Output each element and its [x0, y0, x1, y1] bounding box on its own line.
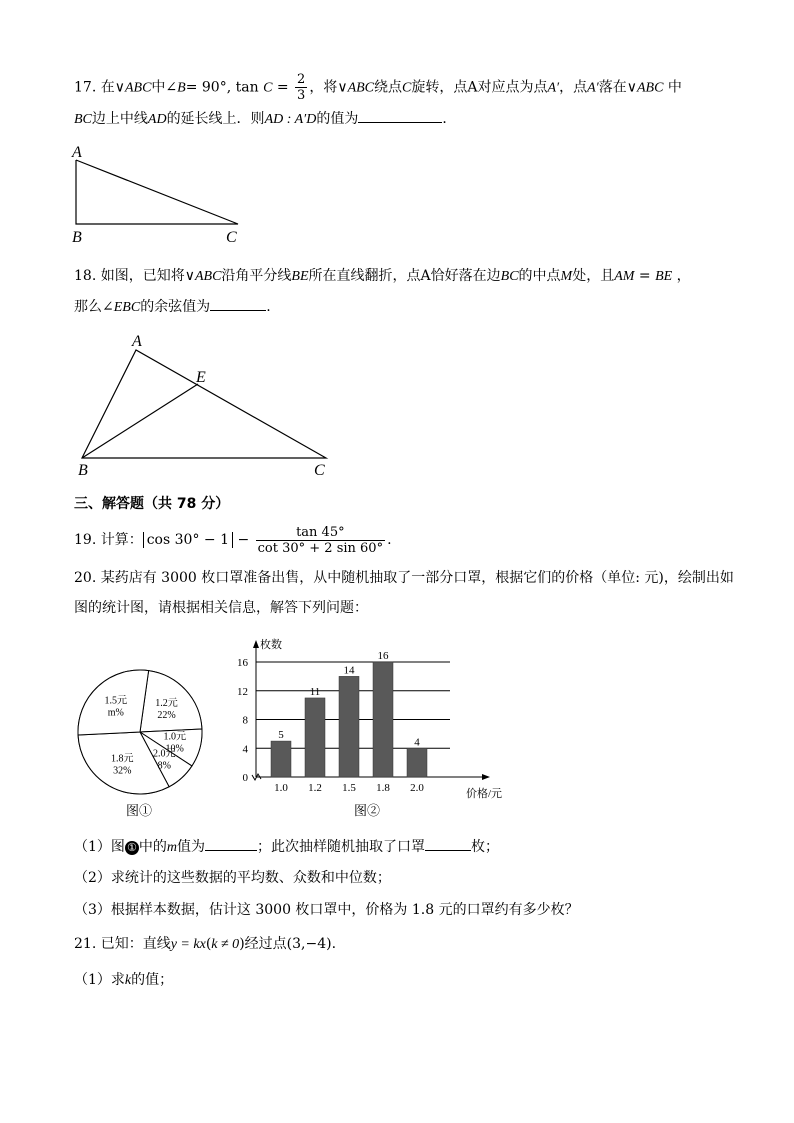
y-axis-arrow	[253, 640, 259, 648]
circled-number: ①	[125, 841, 139, 855]
text: 的中点	[518, 268, 561, 284]
math: AM	[614, 269, 635, 284]
vertex-label-c: C	[314, 462, 325, 479]
q21-line: 21. 已知：直线y = kx(k ≠ 0)经过点(3,−4).	[74, 936, 337, 952]
x-tick-label: 1.2	[308, 782, 322, 794]
text: 计算：	[100, 532, 143, 548]
question-number: 17.	[74, 79, 97, 96]
math: BC	[74, 112, 92, 127]
fraction-denominator: 3	[297, 88, 306, 103]
text: 所在直线翻折，点A恰好落在边	[308, 268, 501, 284]
q20-line2	[74, 598, 368, 618]
text: 的延长线上．则	[166, 111, 265, 127]
triangle-abc	[82, 350, 326, 458]
text: ，将∨	[309, 79, 348, 96]
x-axis-arrow	[482, 774, 490, 780]
q18-line2	[74, 296, 271, 318]
q17-line2	[74, 108, 456, 130]
math: ABC	[637, 80, 664, 96]
text: .	[387, 532, 392, 548]
bar-value-label: 5	[278, 729, 284, 742]
answer-blank	[358, 108, 442, 123]
vertex-label-b: B	[78, 462, 88, 479]
pie-slice-percent: 22%	[157, 709, 176, 721]
vertex-label-a: A	[132, 333, 142, 350]
figure-label: 图②	[354, 804, 381, 819]
segment-be	[82, 384, 198, 458]
math: y = kx	[170, 937, 206, 952]
question-number: 18.	[74, 268, 97, 284]
text: 图的统计图，请根据相关信息，解答下列问题：	[74, 600, 368, 616]
math: ABC	[194, 269, 222, 284]
text: 如图，已知将∨	[100, 268, 195, 284]
math: =	[638, 268, 651, 284]
q18-line1	[74, 266, 691, 287]
pie-slice-percent: m%	[107, 707, 124, 719]
bar-value-label: 14	[343, 664, 355, 677]
text: 经过点	[244, 936, 287, 952]
fraction-numerator: tan 45°	[256, 525, 385, 541]
fraction-numerator: 2	[297, 72, 306, 87]
pie-slice-percent: 8%	[157, 760, 171, 772]
text: 的余弦值为	[140, 299, 211, 315]
q17-triangle-figure	[60, 140, 260, 250]
bar-value-label: 4	[414, 736, 420, 749]
question-number: 21.	[74, 936, 97, 952]
math: A′	[587, 80, 599, 96]
x-tick-label: 1.5	[342, 782, 356, 794]
y-tick-label: 4	[242, 743, 248, 756]
math: A′	[547, 80, 560, 96]
text: （1）求	[74, 972, 125, 988]
y-axis-label: 枚数	[260, 639, 282, 651]
bar	[373, 662, 393, 777]
math: M	[560, 269, 573, 284]
answer-blank	[205, 836, 257, 851]
math: AD : A′D	[264, 112, 317, 127]
pie-slice-label: 1.2元	[155, 697, 178, 709]
bar	[271, 741, 291, 777]
bar-value-label: 11	[309, 685, 321, 698]
q18-triangle-figure	[70, 330, 340, 480]
q20-sub3: （3）根据样本数据，估计这 3000 枚口罩中，价格为 1.8 元的口罩约有多少枚？	[74, 902, 579, 918]
vertex-label-a: A	[72, 144, 82, 161]
pie-slice-label: 2.0元	[152, 748, 176, 760]
pie-slice-label: 1.8元	[110, 753, 134, 765]
math: C	[263, 80, 273, 96]
math: B	[177, 80, 186, 96]
math: BC	[500, 269, 519, 284]
math: = 90°, tan	[185, 79, 259, 96]
text: 值为	[177, 839, 206, 855]
text: .	[266, 299, 271, 315]
q19-line	[74, 522, 392, 562]
bar	[407, 748, 427, 777]
math: k ≠ 0	[211, 937, 240, 952]
bar	[305, 698, 325, 777]
math: AD	[147, 112, 167, 127]
q21-sub1	[74, 970, 173, 991]
question-number: 19.	[74, 532, 97, 548]
vertex-label-c: C	[226, 229, 237, 246]
pie-chart	[76, 668, 206, 798]
text: 边上中线	[91, 111, 148, 127]
q20-line1	[74, 568, 734, 588]
absolute-value: cos 30° − 1	[143, 532, 233, 548]
x-tick-label: 2.0	[410, 782, 424, 794]
math: 3,−4	[292, 936, 327, 952]
pie-slice-percent: 32%	[113, 765, 132, 777]
pie-slice-label: 1.5元	[104, 695, 128, 707]
answer-blank	[425, 836, 471, 851]
text: 中∠	[151, 79, 178, 96]
text: 中的	[138, 839, 167, 855]
y-tick-label: 0	[242, 772, 248, 784]
math: =	[276, 79, 289, 96]
text: 某药店有 3000 枚口罩准备出售，从中随机抽取了一部分口罩，根据它们的价格（单位: 元)，绘制出如	[100, 570, 734, 586]
text: .	[331, 936, 337, 952]
text: 旋转，点A对应点为点	[411, 79, 548, 96]
figure-label: 图①	[126, 804, 153, 819]
pie-slice-label: 1.0元	[163, 731, 186, 743]
text: 那么∠	[74, 299, 114, 315]
pie-slice-percent: 10%	[165, 743, 184, 755]
q17-line1	[74, 72, 682, 103]
text: 的值为	[316, 111, 359, 127]
math: C	[402, 80, 412, 96]
x-tick-label: 1.8	[376, 782, 390, 794]
math: BE	[655, 269, 673, 284]
y-tick-label: 12	[237, 685, 248, 698]
y-tick-label: 8	[242, 714, 248, 727]
fraction-denominator: cot 30° + 2 sin 60°	[257, 540, 384, 556]
text: ．	[442, 111, 457, 127]
answer-blank	[210, 296, 266, 311]
math: m	[166, 840, 178, 855]
triangle-abc	[76, 160, 238, 224]
text: ，	[676, 268, 691, 284]
fraction	[295, 72, 307, 103]
text: 绕点	[374, 79, 403, 96]
x-axis-label: 价格/元	[465, 788, 503, 800]
text: 枚；	[471, 839, 500, 855]
q20-sub2: （2）求统计的这些数据的平均数、众数和中位数；	[74, 870, 391, 886]
text: 在∨	[100, 79, 125, 96]
text: 的值；	[131, 972, 174, 988]
question-number: 20.	[74, 570, 97, 586]
vertex-label-b: B	[72, 229, 82, 246]
math: k	[124, 973, 132, 988]
q20-sub1	[74, 836, 499, 858]
section-heading: 三、解答题（共 78 分）	[74, 496, 230, 512]
bar-chart	[228, 634, 518, 804]
text: 处，且	[572, 268, 615, 284]
text: 沿角平分线	[221, 268, 292, 284]
bar	[339, 676, 359, 777]
text: ；此次抽样随机抽取了口罩	[257, 839, 426, 855]
vertex-label-e: E	[196, 369, 206, 386]
text: 中	[667, 79, 682, 96]
y-tick-label: 16	[237, 657, 248, 669]
fraction	[256, 525, 385, 556]
x-tick-label: 1.0	[274, 782, 288, 794]
math: ABC	[347, 80, 375, 96]
text: 已知：直线	[100, 936, 171, 952]
text: ，点	[559, 79, 588, 96]
text: 落在∨	[598, 79, 637, 96]
bar-value-label: 16	[377, 650, 389, 662]
math: EBC	[113, 300, 141, 315]
math: −	[237, 532, 250, 548]
text: （1）图	[74, 839, 125, 855]
math: BE	[291, 269, 309, 284]
math: ABC	[124, 80, 152, 96]
